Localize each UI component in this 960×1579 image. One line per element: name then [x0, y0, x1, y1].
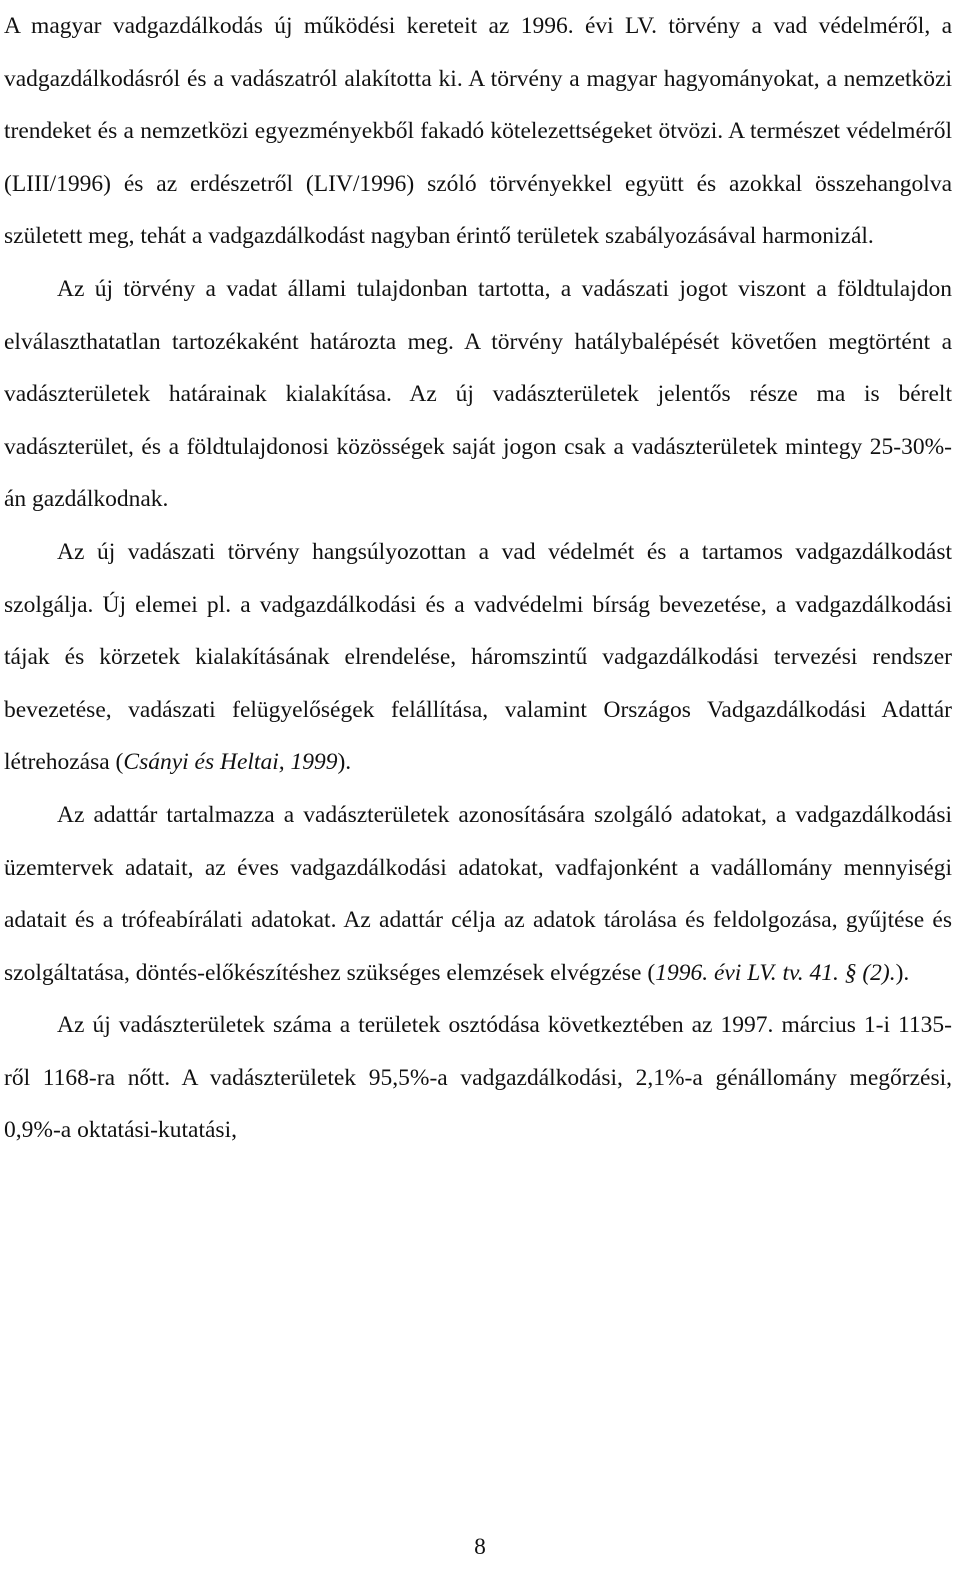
paragraph-data-repository: [4, 789, 952, 999]
citation: 1996. évi LV. tv. 41. § (2).: [655, 959, 896, 986]
paragraph-hunting-area-count: Az új vadászterületek száma a területek osztódása következtében az 1997. március 1-i 1135-ről 1168-ra nőtt. A vadászterületek 95,5%-a vadgazdálkodási, 2,1%-a génállomány megőrzési, 0,9%-a oktatási-kutatási,: [4, 1012, 952, 1144]
paragraph-state-ownership: Az új törvény a vadat állami tulajdonban tartotta, a vadászati jogot viszont a földtulajdon elválaszthatatlan tartozékaként határozta meg. A törvény hatálybalépését követően megtörtént a vadászterületek határainak kialakítása. Az új vadászterületek jelentős része ma is bérelt vadászterület, és a földtulajdonosi közösségek saját jogon csak a vadászterületek mintegy 25-30%-án gazdálkodnak.: [4, 275, 952, 513]
paragraph-text: Az adattár tartalmazza a vadászterületek azonosítására szolgáló adatokat, a vadgazdálkodási üzemtervek adatait, az éves vadgazdálkodási adatokat, vadfajonként a vadállomány mennyiségi adatait és a trófeabírálati adatokat. Az adattár célja az adatok tárolása és feldolgozása, gyűjtése és szolgáltatása, döntés-előkészítéshez szükséges elemzések elvégzése (: [4, 801, 952, 986]
paragraph-hunting-law-intro: A magyar vadgazdálkodás új működési kereteit az 1996. évi LV. törvény a vad védelméről, a vadgazdálkodásról és a vadászatról alakította ki. A törvény a magyar hagyományokat, a nemzetközi trendeket és a nemzetközi egyezményekből fakadó kötelezettségeket ötvözi. A természet védelméről (LIII/1996) és az erdészetről (LIV/1996) szóló törvényekkel együtt és azokkal összehangolva született meg, tehát a vadgazdálkodást nagyban érintő területek szabályozásával harmonizál.: [4, 13, 952, 250]
paragraph-text: Az új vadászati törvény hangsúlyozottan a vad védelmét és a tartamos vadgazdálkodást szolgálja. Új elemei pl. a vadgazdálkodási és a vadvédelmi bírság bevezetése, a vadgazdálkodási tájak és körzetek kialakításának elrendelése, háromszintű vadgazdálkodási tervezési rendszer bevezetése, vadászati felügyelőségek felállítása, valamint Országos Vadgazdálkodási Adattár létrehozása (: [4, 538, 952, 776]
body-text: [4, 0, 952, 1157]
paragraph-text: ).: [337, 749, 352, 776]
paragraph-new-elements: [4, 526, 952, 789]
paragraph-text: ).: [895, 959, 910, 986]
citation: Csányi és Heltai, 1999: [123, 749, 338, 776]
page-number: 8: [474, 1534, 486, 1560]
